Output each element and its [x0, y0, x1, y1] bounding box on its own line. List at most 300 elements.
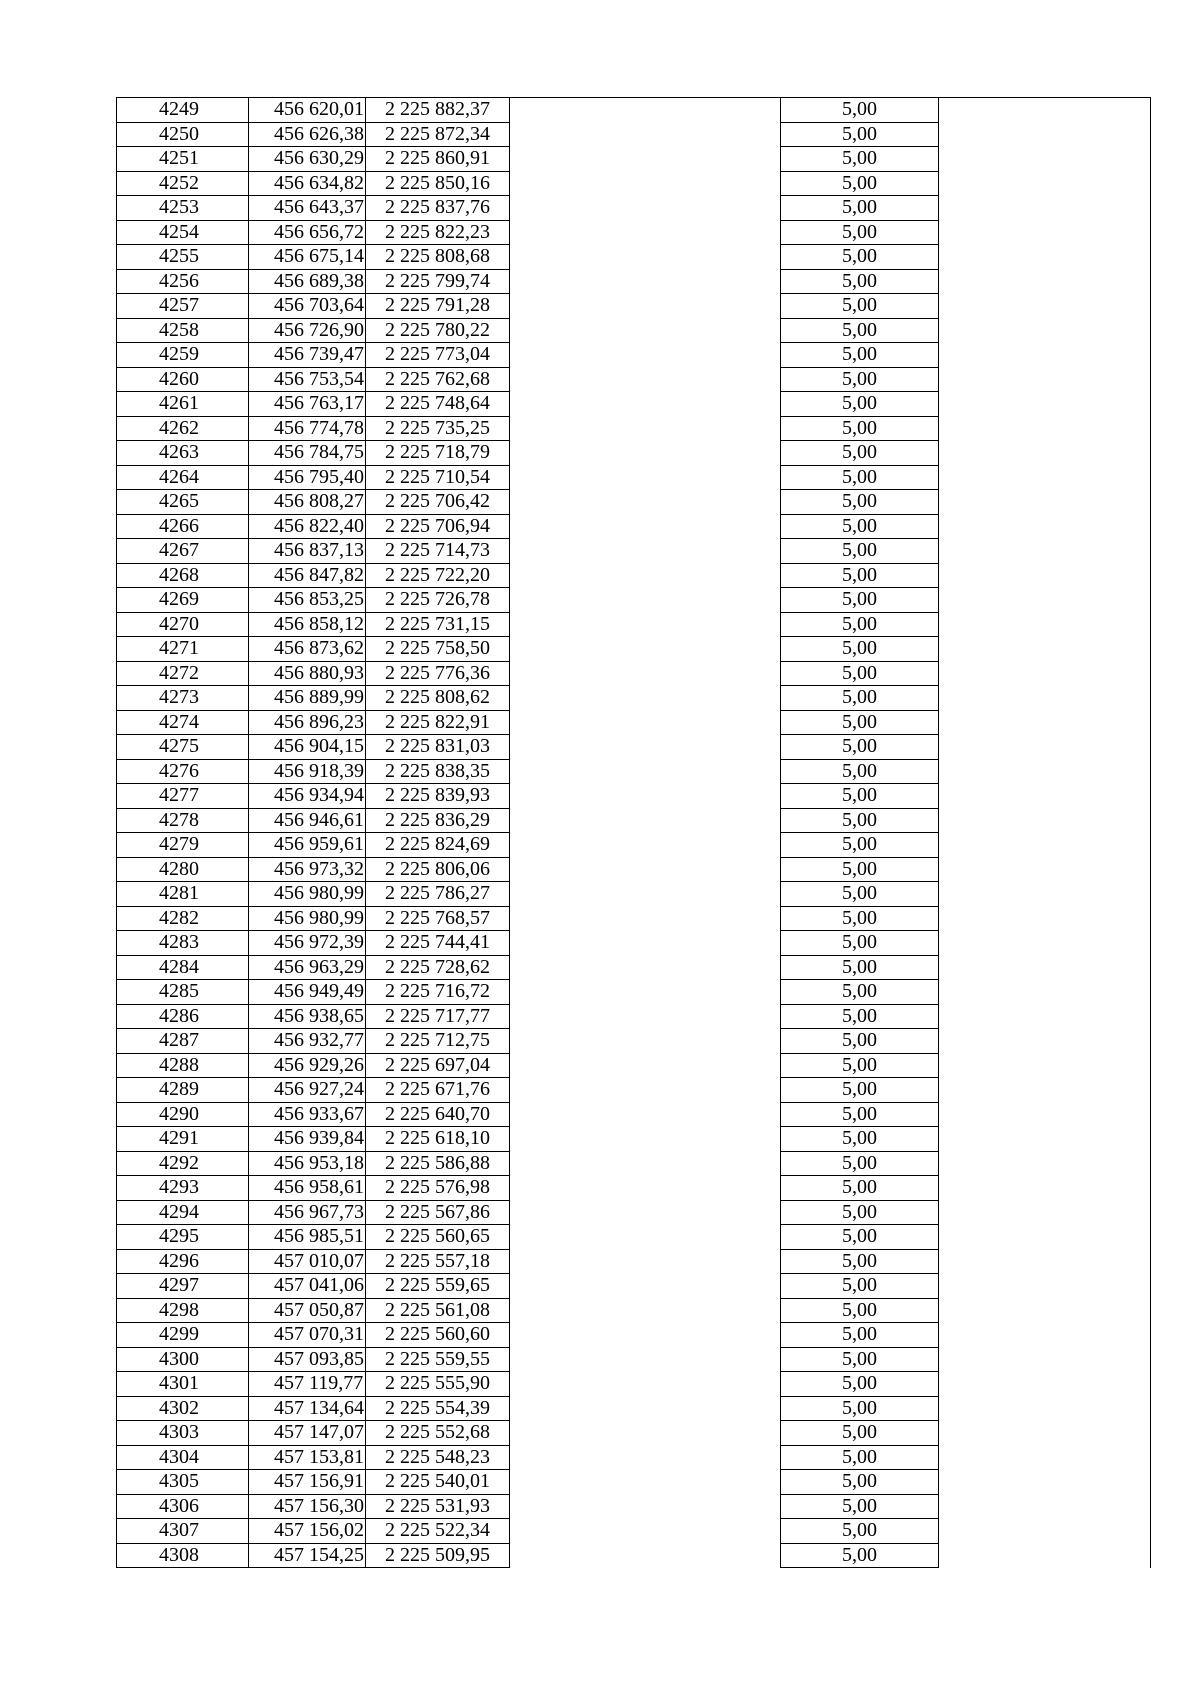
- empty-cell: [939, 1225, 1151, 1250]
- point-number-cell: 4283: [117, 931, 249, 956]
- table-row: [117, 931, 1151, 956]
- point-number-cell: 4308: [117, 1543, 249, 1568]
- x-coordinate-cell: 457 119,77: [249, 1372, 366, 1397]
- empty-cell: [939, 1543, 1151, 1568]
- empty-cell: [939, 588, 1151, 613]
- value-cell: 5,00: [781, 612, 939, 637]
- x-coordinate-cell: 456 918,39: [249, 759, 366, 784]
- table-row: [117, 245, 1151, 270]
- empty-cell: [510, 735, 781, 760]
- table-row: [117, 661, 1151, 686]
- table-row: [117, 1225, 1151, 1250]
- value-cell: 5,00: [781, 147, 939, 172]
- empty-cell: [939, 1298, 1151, 1323]
- value-cell: 5,00: [781, 1421, 939, 1446]
- table-row: [117, 465, 1151, 490]
- table-row: [117, 122, 1151, 147]
- point-number-cell: 4249: [117, 98, 249, 123]
- table-row: [117, 1029, 1151, 1054]
- point-number-cell: 4298: [117, 1298, 249, 1323]
- empty-cell: [939, 759, 1151, 784]
- y-coordinate-cell: 2 225 776,36: [366, 661, 510, 686]
- y-coordinate-cell: 2 225 799,74: [366, 269, 510, 294]
- y-coordinate-cell: 2 225 806,06: [366, 857, 510, 882]
- y-coordinate-cell: 2 225 706,42: [366, 490, 510, 515]
- empty-cell: [939, 1421, 1151, 1446]
- table-row: [117, 441, 1151, 466]
- value-cell: 5,00: [781, 220, 939, 245]
- x-coordinate-cell: 456 889,99: [249, 686, 366, 711]
- table-row: [117, 833, 1151, 858]
- empty-cell: [510, 710, 781, 735]
- x-coordinate-cell: 456 753,54: [249, 367, 366, 392]
- value-cell: 5,00: [781, 563, 939, 588]
- x-coordinate-cell: 457 156,30: [249, 1494, 366, 1519]
- table-row: [117, 563, 1151, 588]
- table-row: [117, 588, 1151, 613]
- empty-cell: [510, 1127, 781, 1152]
- empty-cell: [939, 1470, 1151, 1495]
- x-coordinate-cell: 456 784,75: [249, 441, 366, 466]
- empty-cell: [939, 1053, 1151, 1078]
- y-coordinate-cell: 2 225 712,75: [366, 1029, 510, 1054]
- empty-cell: [510, 294, 781, 319]
- value-cell: 5,00: [781, 1543, 939, 1568]
- y-coordinate-cell: 2 225 548,23: [366, 1445, 510, 1470]
- x-coordinate-cell: 456 980,99: [249, 906, 366, 931]
- x-coordinate-cell: 456 763,17: [249, 392, 366, 417]
- empty-cell: [510, 1372, 781, 1397]
- empty-cell: [939, 1396, 1151, 1421]
- point-number-cell: 4255: [117, 245, 249, 270]
- value-cell: 5,00: [781, 1127, 939, 1152]
- x-coordinate-cell: 457 093,85: [249, 1347, 366, 1372]
- table-row: [117, 147, 1151, 172]
- value-cell: 5,00: [781, 122, 939, 147]
- y-coordinate-cell: 2 225 509,95: [366, 1543, 510, 1568]
- table-row: [117, 686, 1151, 711]
- y-coordinate-cell: 2 225 559,55: [366, 1347, 510, 1372]
- empty-cell: [510, 1298, 781, 1323]
- point-number-cell: 4266: [117, 514, 249, 539]
- y-coordinate-cell: 2 225 618,10: [366, 1127, 510, 1152]
- empty-cell: [510, 931, 781, 956]
- empty-cell: [510, 661, 781, 686]
- x-coordinate-cell: 456 958,61: [249, 1176, 366, 1201]
- x-coordinate-cell: 456 634,82: [249, 171, 366, 196]
- x-coordinate-cell: 457 154,25: [249, 1543, 366, 1568]
- point-number-cell: 4264: [117, 465, 249, 490]
- point-number-cell: 4275: [117, 735, 249, 760]
- empty-cell: [939, 784, 1151, 809]
- y-coordinate-cell: 2 225 808,68: [366, 245, 510, 270]
- y-coordinate-cell: 2 225 762,68: [366, 367, 510, 392]
- point-number-cell: 4250: [117, 122, 249, 147]
- empty-cell: [510, 220, 781, 245]
- y-coordinate-cell: 2 225 710,54: [366, 465, 510, 490]
- empty-cell: [510, 1396, 781, 1421]
- value-cell: 5,00: [781, 1225, 939, 1250]
- table-row: [117, 1543, 1151, 1568]
- x-coordinate-cell: 456 675,14: [249, 245, 366, 270]
- value-cell: 5,00: [781, 465, 939, 490]
- point-number-cell: 4251: [117, 147, 249, 172]
- value-cell: 5,00: [781, 1298, 939, 1323]
- point-number-cell: 4276: [117, 759, 249, 784]
- value-cell: 5,00: [781, 1519, 939, 1544]
- empty-cell: [510, 465, 781, 490]
- empty-cell: [939, 294, 1151, 319]
- empty-cell: [510, 1029, 781, 1054]
- empty-cell: [510, 1200, 781, 1225]
- empty-cell: [510, 1004, 781, 1029]
- table-row: [117, 1249, 1151, 1274]
- x-coordinate-cell: 457 070,31: [249, 1323, 366, 1348]
- x-coordinate-cell: 456 985,51: [249, 1225, 366, 1250]
- point-number-cell: 4304: [117, 1445, 249, 1470]
- table-row: [117, 784, 1151, 809]
- empty-cell: [510, 1445, 781, 1470]
- table-row: [117, 1151, 1151, 1176]
- y-coordinate-cell: 2 225 640,70: [366, 1102, 510, 1127]
- empty-cell: [510, 1421, 781, 1446]
- empty-cell: [939, 1127, 1151, 1152]
- empty-cell: [510, 367, 781, 392]
- point-number-cell: 4300: [117, 1347, 249, 1372]
- point-number-cell: 4273: [117, 686, 249, 711]
- empty-cell: [510, 147, 781, 172]
- empty-cell: [510, 441, 781, 466]
- x-coordinate-cell: 457 041,06: [249, 1274, 366, 1299]
- y-coordinate-cell: 2 225 786,27: [366, 882, 510, 907]
- empty-cell: [939, 147, 1151, 172]
- empty-cell: [510, 980, 781, 1005]
- empty-cell: [510, 98, 781, 123]
- table-row: [117, 1102, 1151, 1127]
- point-number-cell: 4254: [117, 220, 249, 245]
- y-coordinate-cell: 2 225 706,94: [366, 514, 510, 539]
- empty-cell: [939, 220, 1151, 245]
- empty-cell: [939, 1078, 1151, 1103]
- table-row: [117, 416, 1151, 441]
- table-row: [117, 735, 1151, 760]
- x-coordinate-cell: 456 656,72: [249, 220, 366, 245]
- value-cell: 5,00: [781, 588, 939, 613]
- x-coordinate-cell: 456 837,13: [249, 539, 366, 564]
- empty-cell: [939, 563, 1151, 588]
- point-number-cell: 4281: [117, 882, 249, 907]
- y-coordinate-cell: 2 225 552,68: [366, 1421, 510, 1446]
- x-coordinate-cell: 456 739,47: [249, 343, 366, 368]
- empty-cell: [939, 171, 1151, 196]
- y-coordinate-cell: 2 225 735,25: [366, 416, 510, 441]
- value-cell: 5,00: [781, 392, 939, 417]
- empty-cell: [510, 833, 781, 858]
- y-coordinate-cell: 2 225 822,91: [366, 710, 510, 735]
- value-cell: 5,00: [781, 857, 939, 882]
- empty-cell: [510, 122, 781, 147]
- empty-cell: [939, 1029, 1151, 1054]
- y-coordinate-cell: 2 225 773,04: [366, 343, 510, 368]
- value-cell: 5,00: [781, 318, 939, 343]
- empty-cell: [939, 367, 1151, 392]
- point-number-cell: 4279: [117, 833, 249, 858]
- empty-cell: [939, 269, 1151, 294]
- empty-cell: [510, 343, 781, 368]
- table-row: [117, 1004, 1151, 1029]
- point-number-cell: 4256: [117, 269, 249, 294]
- x-coordinate-cell: 456 620,01: [249, 98, 366, 123]
- y-coordinate-cell: 2 225 780,22: [366, 318, 510, 343]
- x-coordinate-cell: 456 938,65: [249, 1004, 366, 1029]
- x-coordinate-cell: 456 973,32: [249, 857, 366, 882]
- x-coordinate-cell: 456 703,64: [249, 294, 366, 319]
- table-row: [117, 1396, 1151, 1421]
- y-coordinate-cell: 2 225 697,04: [366, 1053, 510, 1078]
- empty-cell: [939, 1519, 1151, 1544]
- value-cell: 5,00: [781, 294, 939, 319]
- table-row: [117, 1274, 1151, 1299]
- table-row: [117, 171, 1151, 196]
- point-number-cell: 4297: [117, 1274, 249, 1299]
- table-row: [117, 1298, 1151, 1323]
- x-coordinate-cell: 457 134,64: [249, 1396, 366, 1421]
- x-coordinate-cell: 456 847,82: [249, 563, 366, 588]
- point-number-cell: 4271: [117, 637, 249, 662]
- x-coordinate-cell: 456 873,62: [249, 637, 366, 662]
- empty-cell: [510, 686, 781, 711]
- value-cell: 5,00: [781, 1347, 939, 1372]
- y-coordinate-cell: 2 225 554,39: [366, 1396, 510, 1421]
- y-coordinate-cell: 2 225 560,65: [366, 1225, 510, 1250]
- x-coordinate-cell: 457 156,02: [249, 1519, 366, 1544]
- y-coordinate-cell: 2 225 716,72: [366, 980, 510, 1005]
- empty-cell: [510, 882, 781, 907]
- y-coordinate-cell: 2 225 726,78: [366, 588, 510, 613]
- y-coordinate-cell: 2 225 744,41: [366, 931, 510, 956]
- table-row: [117, 1421, 1151, 1446]
- y-coordinate-cell: 2 225 567,86: [366, 1200, 510, 1225]
- empty-cell: [939, 122, 1151, 147]
- empty-cell: [939, 931, 1151, 956]
- empty-cell: [510, 808, 781, 833]
- empty-cell: [939, 1151, 1151, 1176]
- x-coordinate-cell: 456 933,67: [249, 1102, 366, 1127]
- empty-cell: [939, 441, 1151, 466]
- value-cell: 5,00: [781, 1274, 939, 1299]
- point-number-cell: 4269: [117, 588, 249, 613]
- y-coordinate-cell: 2 225 824,69: [366, 833, 510, 858]
- empty-cell: [939, 539, 1151, 564]
- value-cell: 5,00: [781, 1249, 939, 1274]
- value-cell: 5,00: [781, 833, 939, 858]
- empty-cell: [939, 1323, 1151, 1348]
- value-cell: 5,00: [781, 906, 939, 931]
- empty-cell: [510, 563, 781, 588]
- empty-cell: [510, 1519, 781, 1544]
- x-coordinate-cell: 457 010,07: [249, 1249, 366, 1274]
- x-coordinate-cell: 456 774,78: [249, 416, 366, 441]
- value-cell: 5,00: [781, 1396, 939, 1421]
- empty-cell: [510, 637, 781, 662]
- y-coordinate-cell: 2 225 758,50: [366, 637, 510, 662]
- value-cell: 5,00: [781, 1445, 939, 1470]
- point-number-cell: 4258: [117, 318, 249, 343]
- value-cell: 5,00: [781, 343, 939, 368]
- y-coordinate-cell: 2 225 722,20: [366, 563, 510, 588]
- value-cell: 5,00: [781, 637, 939, 662]
- y-coordinate-cell: 2 225 791,28: [366, 294, 510, 319]
- y-coordinate-cell: 2 225 728,62: [366, 955, 510, 980]
- y-coordinate-cell: 2 225 882,37: [366, 98, 510, 123]
- table-row: [117, 1127, 1151, 1152]
- empty-cell: [939, 612, 1151, 637]
- empty-cell: [939, 318, 1151, 343]
- x-coordinate-cell: 456 932,77: [249, 1029, 366, 1054]
- value-cell: 5,00: [781, 759, 939, 784]
- x-coordinate-cell: 456 972,39: [249, 931, 366, 956]
- point-number-cell: 4260: [117, 367, 249, 392]
- y-coordinate-cell: 2 225 768,57: [366, 906, 510, 931]
- table-row: [117, 269, 1151, 294]
- empty-cell: [510, 318, 781, 343]
- empty-cell: [510, 416, 781, 441]
- empty-cell: [939, 735, 1151, 760]
- value-cell: 5,00: [781, 1494, 939, 1519]
- x-coordinate-cell: 456 946,61: [249, 808, 366, 833]
- value-cell: 5,00: [781, 1176, 939, 1201]
- y-coordinate-cell: 2 225 748,64: [366, 392, 510, 417]
- x-coordinate-cell: 456 808,27: [249, 490, 366, 515]
- x-coordinate-cell: 456 822,40: [249, 514, 366, 539]
- y-coordinate-cell: 2 225 522,34: [366, 1519, 510, 1544]
- point-number-cell: 4259: [117, 343, 249, 368]
- value-cell: 5,00: [781, 514, 939, 539]
- x-coordinate-cell: 456 853,25: [249, 588, 366, 613]
- y-coordinate-cell: 2 225 838,35: [366, 759, 510, 784]
- empty-cell: [939, 808, 1151, 833]
- empty-cell: [510, 1470, 781, 1495]
- value-cell: 5,00: [781, 1004, 939, 1029]
- point-number-cell: 4267: [117, 539, 249, 564]
- x-coordinate-cell: 456 858,12: [249, 612, 366, 637]
- table-row: [117, 318, 1151, 343]
- y-coordinate-cell: 2 225 860,91: [366, 147, 510, 172]
- x-coordinate-cell: 457 153,81: [249, 1445, 366, 1470]
- x-coordinate-cell: 456 980,99: [249, 882, 366, 907]
- value-cell: 5,00: [781, 196, 939, 221]
- empty-cell: [510, 906, 781, 931]
- empty-cell: [510, 539, 781, 564]
- empty-cell: [939, 245, 1151, 270]
- point-number-cell: 4270: [117, 612, 249, 637]
- value-cell: 5,00: [781, 539, 939, 564]
- empty-cell: [939, 465, 1151, 490]
- empty-cell: [939, 1274, 1151, 1299]
- point-number-cell: 4287: [117, 1029, 249, 1054]
- empty-cell: [510, 1543, 781, 1568]
- value-cell: 5,00: [781, 784, 939, 809]
- empty-cell: [939, 392, 1151, 417]
- x-coordinate-cell: 456 959,61: [249, 833, 366, 858]
- point-number-cell: 4272: [117, 661, 249, 686]
- value-cell: 5,00: [781, 245, 939, 270]
- x-coordinate-cell: 457 156,91: [249, 1470, 366, 1495]
- table-row: [117, 980, 1151, 1005]
- x-coordinate-cell: 456 726,90: [249, 318, 366, 343]
- table-row: [117, 196, 1151, 221]
- value-cell: 5,00: [781, 1470, 939, 1495]
- point-number-cell: 4295: [117, 1225, 249, 1250]
- value-cell: 5,00: [781, 1372, 939, 1397]
- table-row: [117, 1445, 1151, 1470]
- empty-cell: [510, 1323, 781, 1348]
- empty-cell: [510, 1249, 781, 1274]
- x-coordinate-cell: 456 934,94: [249, 784, 366, 809]
- empty-cell: [510, 1151, 781, 1176]
- table-row: [117, 98, 1151, 123]
- point-number-cell: 4277: [117, 784, 249, 809]
- y-coordinate-cell: 2 225 576,98: [366, 1176, 510, 1201]
- point-number-cell: 4261: [117, 392, 249, 417]
- empty-cell: [510, 784, 781, 809]
- empty-cell: [510, 269, 781, 294]
- table-row: [117, 1347, 1151, 1372]
- point-number-cell: 4294: [117, 1200, 249, 1225]
- value-cell: 5,00: [781, 269, 939, 294]
- value-cell: 5,00: [781, 416, 939, 441]
- empty-cell: [939, 98, 1151, 123]
- empty-cell: [939, 1445, 1151, 1470]
- empty-cell: [510, 759, 781, 784]
- empty-cell: [939, 416, 1151, 441]
- value-cell: 5,00: [781, 490, 939, 515]
- table-row: [117, 808, 1151, 833]
- y-coordinate-cell: 2 225 559,65: [366, 1274, 510, 1299]
- point-number-cell: 4305: [117, 1470, 249, 1495]
- x-coordinate-cell: 456 953,18: [249, 1151, 366, 1176]
- x-coordinate-cell: 456 896,23: [249, 710, 366, 735]
- y-coordinate-cell: 2 225 808,62: [366, 686, 510, 711]
- empty-cell: [939, 490, 1151, 515]
- point-number-cell: 4286: [117, 1004, 249, 1029]
- empty-cell: [939, 1200, 1151, 1225]
- point-number-cell: 4257: [117, 294, 249, 319]
- point-number-cell: 4278: [117, 808, 249, 833]
- y-coordinate-cell: 2 225 839,93: [366, 784, 510, 809]
- point-number-cell: 4306: [117, 1494, 249, 1519]
- empty-cell: [510, 1053, 781, 1078]
- y-coordinate-cell: 2 225 586,88: [366, 1151, 510, 1176]
- value-cell: 5,00: [781, 686, 939, 711]
- value-cell: 5,00: [781, 931, 939, 956]
- table-row: [117, 955, 1151, 980]
- y-coordinate-cell: 2 225 560,60: [366, 1323, 510, 1348]
- point-number-cell: 4301: [117, 1372, 249, 1397]
- value-cell: 5,00: [781, 808, 939, 833]
- empty-cell: [939, 1176, 1151, 1201]
- x-coordinate-cell: 456 949,49: [249, 980, 366, 1005]
- empty-cell: [510, 490, 781, 515]
- table-row: [117, 294, 1151, 319]
- value-cell: 5,00: [781, 1323, 939, 1348]
- table-row: [117, 367, 1151, 392]
- table-row: [117, 1372, 1151, 1397]
- empty-cell: [939, 1347, 1151, 1372]
- value-cell: 5,00: [781, 882, 939, 907]
- empty-cell: [510, 1078, 781, 1103]
- table-row: [117, 637, 1151, 662]
